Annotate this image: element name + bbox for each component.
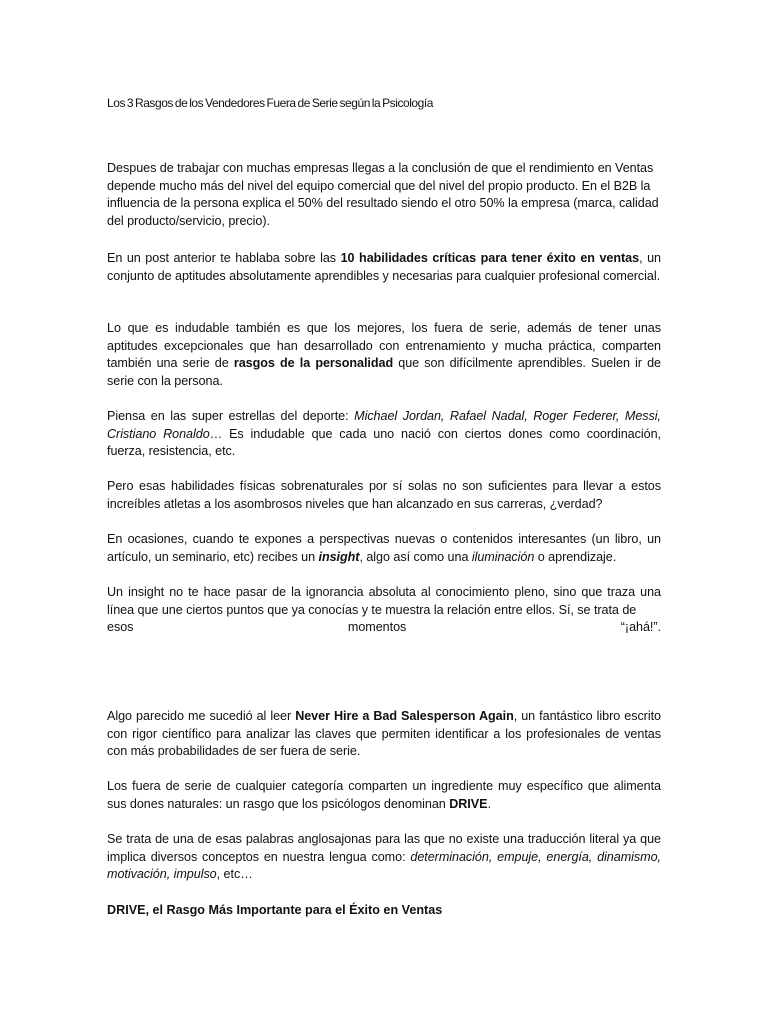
paragraph-10 (107, 831, 661, 884)
paragraph-6 (107, 531, 661, 566)
bold-book-title: Never Hire a Bad Salesperson Again (295, 709, 514, 723)
paragraph-7 (107, 584, 661, 637)
paragraph-5: Pero esas habilidades físicas sobrenaturales por sí solas no son suficientes para llevar a estos increíbles atletas a los asombrosos niveles que han alcanzado en sus carreras, ¿verdad? (107, 479, 661, 511)
paragraph-2-text-a: En un post anterior te hablaba sobre las (107, 251, 341, 265)
bold-link-habilidades: 10 habilidades críticas para tener éxito en ventas (340, 251, 640, 265)
document-title: Los 3 Rasgos de los Vendedores Fuera de Serie según la Psicología (107, 96, 433, 110)
paragraph-7-text-a: Un insight no te hace pasar de la ignorancia absoluta al conocimiento pleno, sino que traza una línea que une ciertos puntos que ya conocías y te muestra la relación entre ellos. Sí, se trata de (107, 585, 661, 617)
paragraph-2 (107, 250, 661, 285)
bold-drive: DRIVE (449, 796, 488, 811)
paragraph-10-text-a: Se trata de una de esas palabras anglosajonas para las que no existe una traducción literal ya que implica diversos conceptos en nuestra lengua como: (107, 832, 661, 864)
paragraph-7-word-2: momentos (347, 620, 407, 634)
paragraph-8-text-a: Algo parecido me sucedió al leer (107, 709, 296, 723)
bold-italic-insight: insight (318, 549, 360, 564)
paragraph-6-text-c: , algo así como una (359, 549, 472, 564)
paragraph-3 (107, 320, 661, 390)
paragraph-3-text-c: que son difícilmente aprendibles. Suelen ir de serie con la persona. (107, 356, 661, 388)
paragraph-9-text-c: . (487, 796, 491, 811)
section-heading-drive: DRIVE, el Rasgo Más Importante para el Éxito en Ventas (107, 903, 443, 917)
paragraph-1: Despues de trabajar con muchas empresas llegas a la conclusión de que el rendimiento en Ventas depende mucho más del nivel del equipo comercial que del nivel del propio producto. En el B2B la influencia de la persona explica el 50% del resultado siendo el otro 50% la empresa (marca, calidad del producto/servicio, precio). (107, 161, 659, 228)
paragraph-6-text-e: o aprendizaje. (534, 549, 617, 564)
paragraph-7-word-1: esos (107, 620, 134, 634)
paragraph-4-text-c: … Es indudable que cada uno nació con ciertos dones como coordinación, fuerza, resistencia, etc. (107, 426, 661, 458)
bold-rasgos-personalidad: rasgos de la personalidad (233, 356, 394, 370)
paragraph-9-text-a: Los fuera de serie de cualquier categoría comparten un ingrediente muy específico que alimenta sus dones naturales: un rasgo que los psicólogos denominan (107, 779, 661, 811)
paragraph-6-text-a: En ocasiones, cuando te expones a perspectivas nuevas o contenidos interesantes (un libro, un artículo, un seminario, etc) recibes un (107, 532, 661, 564)
paragraph-2-text-c: , un conjunto de aptitudes absolutamente aprendibles y necesarias para cualquier profesional comercial. (107, 251, 661, 283)
paragraph-9 (107, 778, 661, 813)
paragraph-4 (107, 408, 661, 461)
paragraph-7-last-line (107, 619, 661, 637)
paragraph-3-text-a: Lo que es indudable también es que los mejores, los fuera de serie, además de tener unas aptitudes excepcionales que han desarrollado con entrenamiento y mucha práctica, comparten también una serie de (107, 321, 661, 370)
paragraph-10-text-c: , etc… (216, 867, 253, 881)
paragraph-4-text-a: Piensa en las super estrellas del deporte: (107, 409, 355, 423)
italic-athletes: Michael Jordan, Rafael Nadal, Roger Federer, Messi, Cristiano Ronaldo (107, 409, 661, 441)
paragraph-8 (107, 708, 661, 761)
paragraph-7-word-3: “¡ahá!”. (620, 620, 661, 634)
italic-concepts: determinación, empuje, energía, dinamismo, motivación, impulso (107, 849, 661, 881)
italic-iluminacion: iluminación (471, 549, 535, 564)
paragraph-8-text-c: , un fantástico libro escrito con rigor científico para analizar las claves que permiten identificar a los profesionales de ventas con más probabilidades de ser fuera de serie. (107, 709, 661, 758)
